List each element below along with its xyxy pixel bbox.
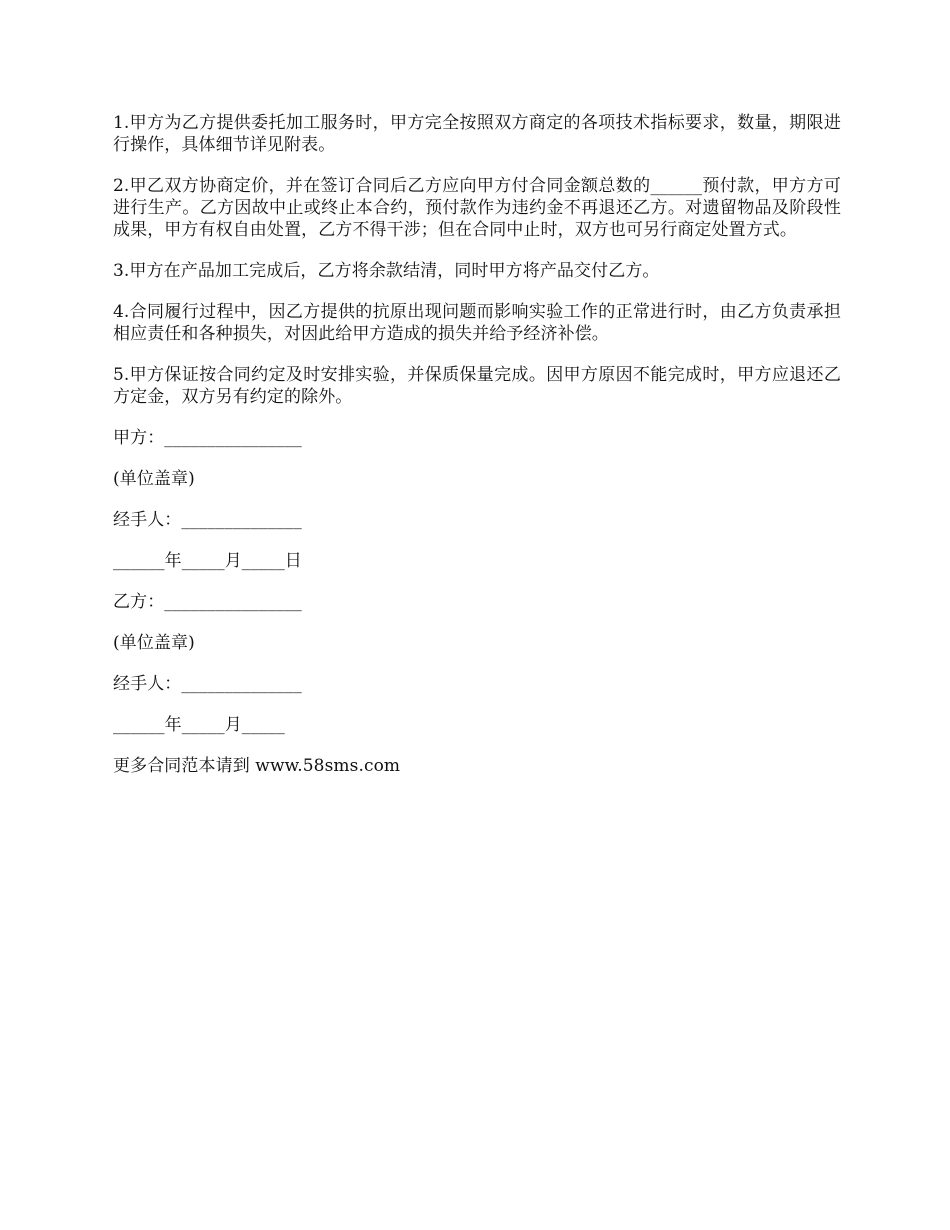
party-b-date: ______年_____月_____ bbox=[113, 715, 285, 735]
clause-3: 3.甲方在产品加工完成后，乙方将余款结清，同时甲方将产品交付乙方。 bbox=[113, 261, 660, 281]
clause-1: 1.甲方为乙方提供委托加工服务时，甲方完全按照双方商定的各项技术指标要求，数量，期限进行操作，具体细节详见附表。 bbox=[113, 113, 841, 155]
party-a-seal: (单位盖章) bbox=[113, 469, 195, 489]
party-a-date: ______年_____月_____日 bbox=[113, 551, 302, 571]
party-a-handler: 经手人：______________ bbox=[113, 510, 302, 530]
party-b-label: 乙方：________________ bbox=[113, 592, 302, 612]
party-b-seal: (单位盖章) bbox=[113, 633, 195, 653]
party-b-handler: 经手人：______________ bbox=[113, 674, 302, 694]
clause-5: 5.甲方保证按合同约定及时安排实验，并保质保量完成。因甲方原因不能完成时，甲方应退还乙方定金，双方另有约定的除外。 bbox=[113, 365, 841, 407]
document-page bbox=[113, 112, 841, 796]
party-a-label: 甲方：________________ bbox=[113, 428, 302, 448]
footer-more-text: 更多合同范本请到 www.58sms.com bbox=[113, 756, 401, 776]
clause-2: 2.甲乙双方协商定价，并在签订合同后乙方应向甲方付合同金额总数的______预付款，甲方方可进行生产。乙方因故中止或终止本合约，预付款作为违约金不再退还乙方。对遗留物品及阶段性成果，甲方有权自由处置，乙方不得干涉；但在合同中止时，双方也可另行商定处置方式。 bbox=[113, 176, 841, 240]
clause-4: 4.合同履行过程中，因乙方提供的抗原出现问题而影响实验工作的正常进行时，由乙方负责承担相应责任和各种损失，对因此给甲方造成的损失并给予经济补偿。 bbox=[113, 302, 841, 344]
